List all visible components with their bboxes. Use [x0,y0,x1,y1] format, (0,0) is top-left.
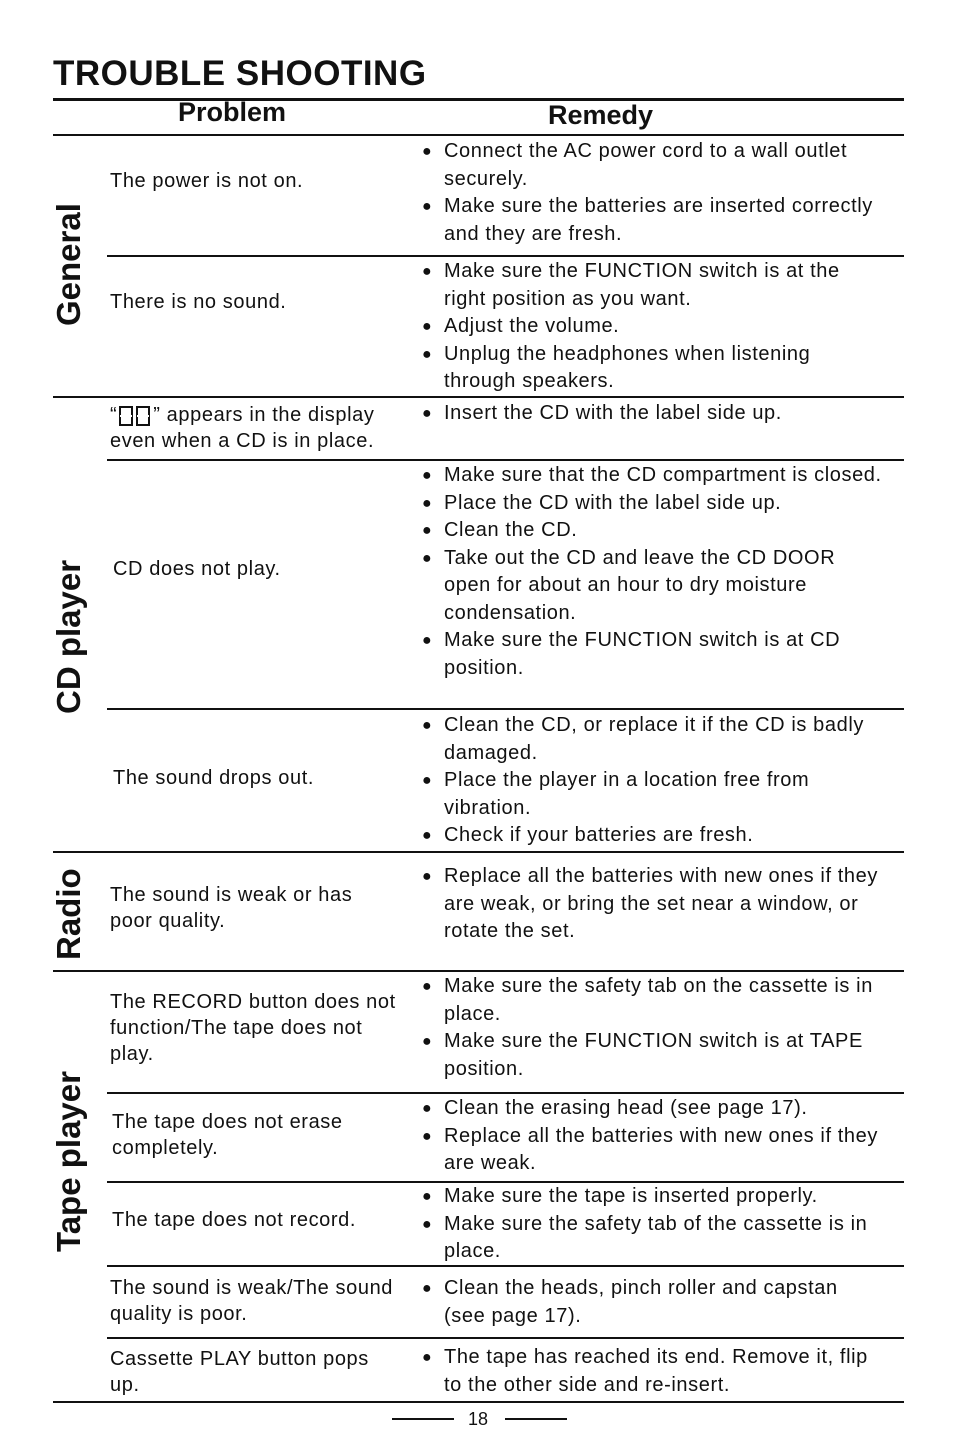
page-title: TROUBLE SHOOTING [53,54,427,93]
remedy-item: ● Make sure the FUNCTION switch is at CD position. [422,627,884,682]
problem-power-not-on: The power is not on. [110,170,304,192]
row-divider [107,1337,904,1339]
remedy-item: ● Make sure that the CD compartment is closed. [422,462,884,490]
category-radio: Radio [50,868,87,960]
problem-tape-sound-weak: The sound is weak/The sound quality is poor. [110,1277,394,1325]
table-bottom-rule [53,1401,904,1403]
remedy-list [422,1183,884,1266]
remedy-list [422,1095,884,1178]
header-rule [53,134,904,136]
problem-radio-weak: The sound is weak or has poor quality. [110,884,353,932]
remedy-list [422,973,884,1083]
remedy-list [422,712,884,850]
problem-display-00 [110,402,410,454]
display-problem-text: ” appears in the display even when a CD is in place. [110,404,375,452]
problem-tape-not-erase: The tape does not erase completely. [112,1111,343,1159]
remedy-item: ● Insert the CD with the label side up. [422,400,884,428]
remedy-item: ● Replace all the batteries with new ones if they are weak, or bring the set near a window, or rotate the set. [422,863,884,946]
remedy-list [422,462,884,682]
remedy-item: ● Adjust the volume. [422,313,884,341]
row-divider [107,1265,904,1267]
category-general: General [50,203,87,326]
remedy-column-header: Remedy [548,100,654,130]
section-divider [53,970,904,972]
remedy-list [422,258,884,396]
problem-column-header: Problem [178,97,287,127]
section-divider [53,396,904,398]
page-number-rule-right [505,1418,567,1420]
row-divider [107,1092,904,1094]
remedy-item: ● The tape has reached its end. Remove it, flip to the other side and re-insert. [422,1344,884,1399]
remedy-item: ● Make sure the FUNCTION switch is at the right position as you want. [422,258,884,313]
remedy-item: ● Connect the AC power cord to a wall outlet securely. [422,138,884,193]
problem-tape-not-record: The tape does not record. [112,1209,357,1231]
problem-sound-drops-out: The sound drops out. [113,767,315,789]
remedy-item: ● Make sure the tape is inserted properly. [422,1183,884,1211]
remedy-item: ● Clean the CD, or replace it if the CD is badly damaged. [422,712,884,767]
problem-play-pops-up: Cassette PLAY button pops up. [110,1348,369,1396]
problem-cd-not-play: CD does not play. [113,558,281,580]
remedy-list [422,1275,884,1330]
problem-no-sound: There is no sound. [110,291,287,313]
remedy-item: ● Make sure the FUNCTION switch is at TAPE position. [422,1028,884,1083]
remedy-item: ● Clean the heads, pinch roller and capstan (see page 17). [422,1275,884,1330]
row-divider [107,255,904,257]
section-divider [53,851,904,853]
segment-display-glyph-icon [117,404,153,428]
remedy-list [422,863,884,946]
remedy-item: ● Clean the CD. [422,517,884,545]
remedy-item: ● Take out the CD and leave the CD DOOR open for about an hour to dry moisture condensation. [422,545,884,628]
category-tape-player: Tape player [50,1071,87,1252]
page-number: 18 [468,1409,489,1429]
page-number-rule-left [392,1418,454,1420]
remedy-list [422,400,884,428]
problem-record-button: The RECORD button does not function/The tape does not play. [110,991,396,1065]
row-divider [107,708,904,710]
remedy-item: ● Check if your batteries are fresh. [422,822,884,850]
quote-open: “ [110,404,118,426]
remedy-list [422,138,884,248]
remedy-item: ● Place the CD with the label side up. [422,490,884,518]
remedy-item: ● Make sure the safety tab of the cassette is in place. [422,1211,884,1266]
remedy-item: ● Clean the erasing head (see page 17). [422,1095,884,1123]
category-cd-player: CD player [50,559,87,714]
remedy-item: ● Replace all the batteries with new ones if they are weak. [422,1123,884,1178]
remedy-item: ● Place the player in a location free from vibration. [422,767,884,822]
remedy-item: ● Make sure the safety tab on the cassette is in place. [422,973,884,1028]
remedy-item: ● Make sure the batteries are inserted correctly and they are fresh. [422,193,884,248]
remedy-list [422,1344,884,1399]
remedy-item: ● Unplug the headphones when listening through speakers. [422,341,884,396]
row-divider [107,459,904,461]
